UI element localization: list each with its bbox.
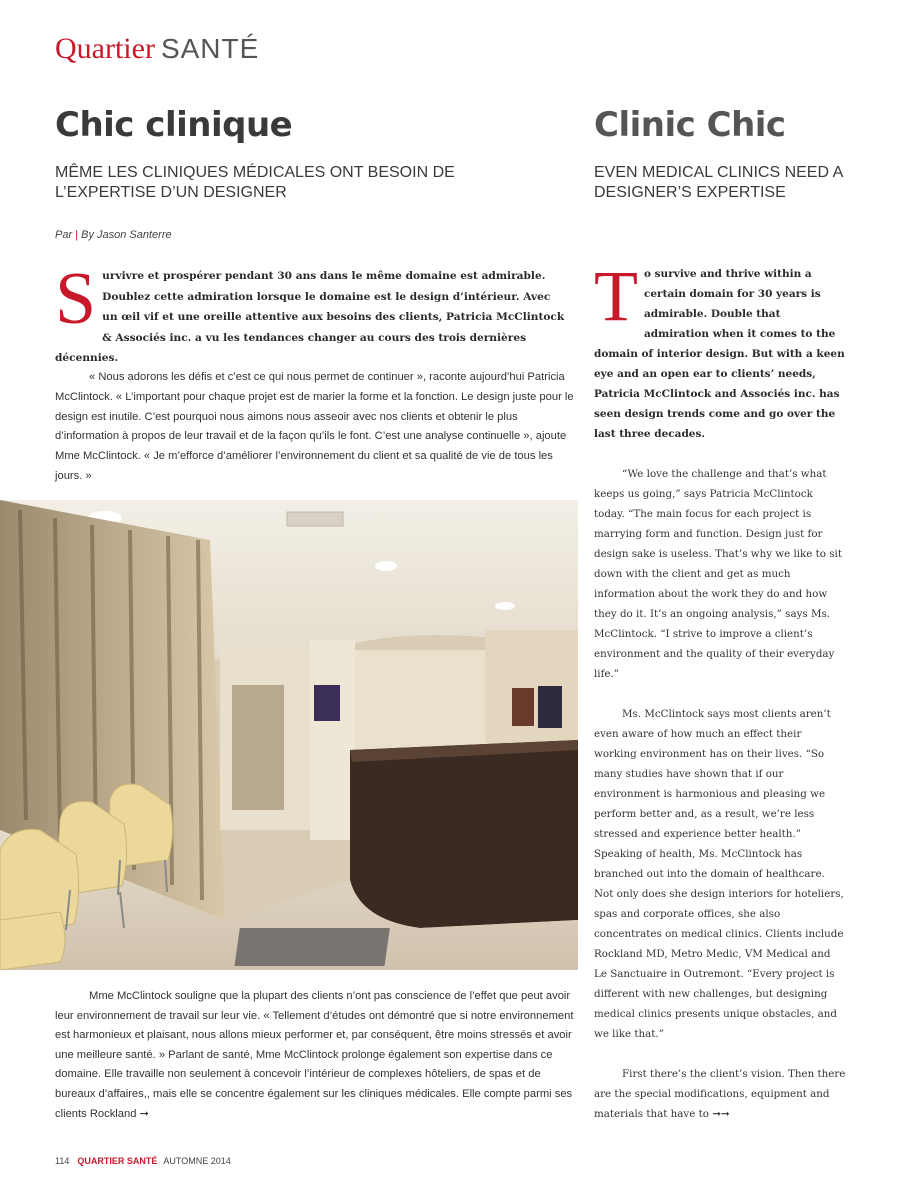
french-body-1 xyxy=(55,368,575,487)
french-lead-paragraph xyxy=(55,258,565,369)
english-body xyxy=(594,464,846,1124)
logo-quartier: Quartier xyxy=(55,32,155,65)
english-column xyxy=(594,256,846,1124)
english-paragraph-1: “We love the challenge and that’s what keeps us going,” says Patricia McClintock today. “The main focus for each project is marrying form and function. Design just for design sake is useless. That’s why we like to sit down with the client and get as much information about the work they do and how they do it. It’s an ongoing analysis,” says Ms. McClintock. “I strive to improve a client’s environment and the quality of their everyday life.” xyxy=(594,468,842,680)
photo-illustration xyxy=(0,500,578,970)
french-body-2 xyxy=(55,987,575,1124)
english-lead-text: o survive and thrive within a certain domain for 30 years is admirable. Double that admiration when it comes to the domain of interior design. But with a keen eye and an open ear to clients’ needs, Patricia McClintock and Associés inc. has seen design trends come and go over the last three decades. xyxy=(594,268,845,440)
english-paragraph-3: First there’s the client’s vision. Then there are the special modifications, equipment and materials that have to ➞➞ xyxy=(594,1068,846,1120)
page-number: 114 xyxy=(55,1156,70,1166)
english-title: Clinic Chic xyxy=(594,105,786,145)
english-subtitle: EVEN MEDICAL CLINICS NEED A DESIGNER’S EXPERTISE xyxy=(594,164,843,201)
french-paragraph-2: Mme McClintock souligne que la plupart des clients n’ont pas conscience de l’effet que peut avoir leur environnement de travail sur leur vie. « Tellement d’études ont démontré que si notre environnement est harmonieux et plaisant, nous allons mieux performer et, par conséquent, être moins stressés et avoir une meilleure santé. » Parlant de santé, Mme McClintock prolonge également son expertise dans ce domaine. Elle travaille non seulement à concevoir l’intérieur de complexes hôteliers, de spas et de bureaux d’affaires,, mais elle se concentre également sur les cliniques médicales. Elle compte parmi ses clients Rockland ➞ xyxy=(55,990,574,1120)
byline-divider: | xyxy=(75,229,79,241)
english-dropcap: T xyxy=(594,256,638,336)
french-dropcap: S xyxy=(55,258,97,340)
english-lead-paragraph xyxy=(594,256,846,444)
magazine-logo xyxy=(55,32,259,66)
english-paragraph-2: Ms. McClintock says most clients aren’t even aware of how much an effect their working environment has on their lives. “So many studies have shown that if our environment is harmonious and pleasing we perform better and, as a result, we’re less stressed and experience better health.” Speaking of health, Ms. McClintock has branched out into the domain of healthcare. Not only does she design interiors for hoteliers, spas and corporate offices, she also concentrates on medical clinics. Clients include Rockland MD, Metro Medic, VM Medical and Le Sanctuaire in Outremont. “Every project is different with new challenges, but designing medical clinics presents unique obstacles, and we like that.” xyxy=(594,708,844,1040)
footer-magazine: QUARTIER SANTÉ xyxy=(77,1156,158,1166)
french-title: Chic clinique xyxy=(55,105,293,145)
logo-sante: SANTÉ xyxy=(160,33,260,64)
french-lead-text: urvivre et prospérer pendant 30 ans dans le même domaine est admirable. Doublez cette admiration lorsque le domaine est le design d’intérieur. Avec un œil vif et une oreille attentive aux besoins des clients, Patricia McClintock & Associés inc. a vu les tendances changer au cours des trois dernières décennies. xyxy=(55,270,565,364)
clinic-waiting-room-photo xyxy=(0,500,578,970)
byline-par: Par xyxy=(55,229,73,241)
byline-author: By Jason Santerre xyxy=(81,229,172,241)
french-paragraph-1: « Nous adorons les défis et c’est ce qui nous permet de continuer », raconte aujourd’hui Patricia McClintock. « L’important pour chaque projet est de marier la forme et la fonction. Le design juste pour le design est inutile. C’est pourquoi nous aimons nous asseoir avec nos clients et obtenir le plus d’information à propos de leur travail et de la façon qu’ils le font. C’est une analyse continuelle », ajoute Mme McClintock. « Je m’efforce d’améliorer l’environnement du client et sa qualité de vie de tous les jours. » xyxy=(55,371,574,482)
footer-season: AUTOMNE 2014 xyxy=(163,1156,231,1166)
page-footer xyxy=(55,1156,231,1166)
french-subtitle: MÊME LES CLINIQUES MÉDICALES ONT BESOIN DE L’EXPERTISE D’UN DESIGNER xyxy=(55,164,455,201)
byline xyxy=(55,229,172,241)
